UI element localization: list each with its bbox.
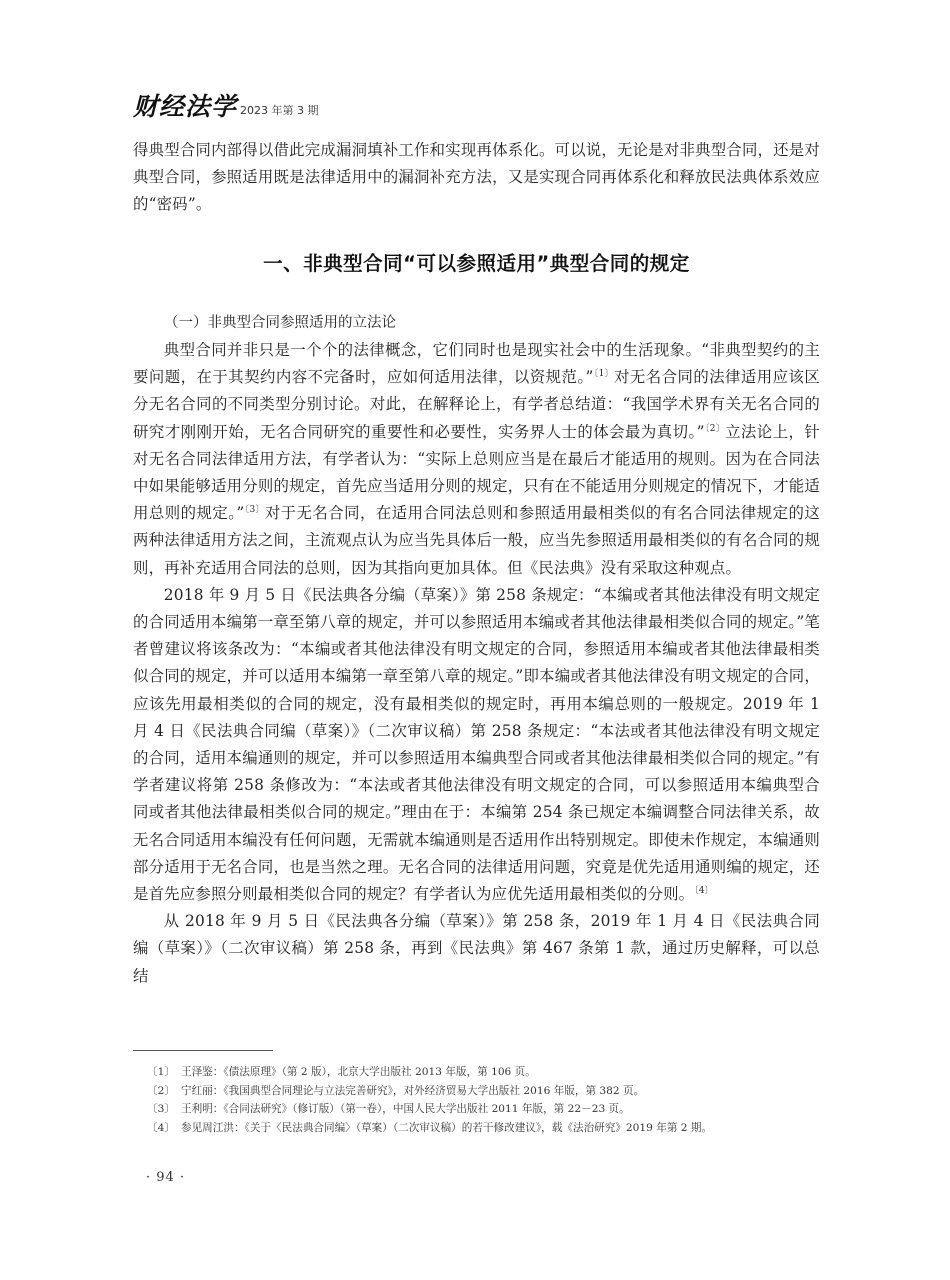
paragraph-2: [133, 582, 820, 908]
footnote-text: 参见周江洪：《关于〈民法典合同编〉（草案）（二次审议稿）的若干修改建议》，载《法治研究》2019 年第 2 期。: [181, 1121, 713, 1134]
footnote-number: 〔2〕: [147, 1084, 175, 1097]
issue-label: 2023 年第 3 期: [240, 104, 319, 117]
footnote-ref-1[interactable]: 〔1〕: [593, 369, 614, 380]
footnote-text: 宁红丽：《我国典型合同理论与立法完善研究》，对外经济贸易大学出版社 2016 年版，第 382 页。: [181, 1084, 645, 1097]
footnote-text: 王泽鉴：《债法原理》（第 2 版），北京大学出版社 2013 年版，第 106 页。: [181, 1066, 536, 1078]
footnote-2: [147, 1082, 827, 1101]
running-head: [133, 88, 319, 122]
footnote-number: 〔4〕: [147, 1121, 175, 1134]
journal-logo: 财经法学: [133, 92, 238, 121]
footnote-1: [147, 1063, 827, 1082]
subsection-title: （一）非典型合同参照适用的立法论: [164, 315, 396, 331]
intro-block: [133, 137, 820, 219]
paragraph-1-part-a: 典型合同并非只是一个个的法律概念，它们同时也是现实社会中的生活现象。“非典型契约的主要问题，在于其契约内容不完备时，应如何适用法律，以资规范。”: [133, 341, 820, 387]
page-number: · 94 ·: [146, 1170, 186, 1185]
footnote-4: [147, 1119, 827, 1138]
footnote-number: 〔1〕: [147, 1066, 175, 1078]
paragraph-1-part-b: 对无名合同的法律适用应该区分无名合同的不同类型分别讨论。对此，在解释论上，有学者总结道：“我国学术界有关无名合同的研究才刚刚开始，无名合同研究的重要性和必要性，实务界人士的体会最为真切。”: [133, 368, 821, 441]
paragraph-3: 从 2018 年 9 月 5 日《民法典各分编（草案）》第 258 条，2019 年 1 月 4 日《民法典合同编（草案）》（二次审议稿）第 258 条，再到《民法典》第 467 条第 1 款，通过历史解释，可以总结: [133, 912, 820, 985]
paragraph-1: [133, 337, 820, 582]
footnote-ref-2[interactable]: 〔2〕: [704, 423, 726, 434]
footnote-ref-3[interactable]: 〔3〕: [244, 505, 265, 516]
paragraph-2-text: 2018 年 9 月 5 日《民法典各分编（草案）》第 258 条规定：“本编或者其他法律没有明文规定的合同适用本编第一章至第八章的规定，并可以参照适用本编或者其他法律最相类似合同的规定。”笔者曾建议将该条改为：“本编或者其他法律没有明文规定的合同，参照适用本编或者其他法律最相类似合同的规定，并可以适用本编第一章至第八章的规定。”即本编或者其他法律没有明文规定的合同，应该先用最相类似的合同的规定，没有最相类似的规定时，再用本编总则的一般规定。2019 年 1 月 4 日《民法典合同编（草案）》（二次审议稿）第 258 条规定：“本法或者其他法律没有明文规定的合同，适用本编通则的规定，并可以参照适用本编典型合同或者其他法律最相类似合同的规定。”有学者建议将第 258 条修改为：“本法或者其他法律没有明文规定的合同，可以参照适用本编典型合同或者其他法律最相类似合同的规定。”理由在于：本编第 254 条已规定本编调整合同法律关系，故无名合同适用本编没有任何问题，无需就本编通则是否适用作出特别规定。即使未作规定，本编通则部分适用于无名合同，也是当然之理。无名合同的法律适用问题，究竟是优先适用通则编的规定，还是首先应参照分则最相类似合同的规定？有学者认为应优先适用最相类似的分则。: [133, 585, 820, 904]
footnote-text: 王利明：《合同法研究》（修订版）（第一卷），中国人民大学出版社 2011 年版，第 22－23 页。: [181, 1103, 630, 1115]
footnotes: [147, 1063, 827, 1137]
section-title: 一、非典型合同“可以参照适用”典型合同的规定: [263, 252, 690, 275]
paragraph-1-part-d: 对于无名合同，在适用合同法总则和参照适用最相类似的有名合同法律规定的这两种法律适用方法之间，主流观点认为应当先具体后一般，应当先参照适用最相类似的有名合同的规则，再补充适用合同法的总则，因为其指向更加具体。但《民法典》没有采取这种观点。: [133, 504, 820, 577]
main-body: [133, 337, 820, 990]
footnote-3: [147, 1100, 827, 1119]
paragraph-1-part-c: 立法论上，针对无名合同法律适用方法，有学者认为：“实际上总则应当是在最后才能适用的规则。因为在合同法中如果能够适用分则的规定，首先应当适用分则的规定，只有在不能适用分则规定的情况下，才能适用总则的规定。”: [133, 422, 821, 523]
footnote-number: 〔3〕: [147, 1103, 175, 1115]
intro-paragraph: 得典型合同内部得以借此完成漏洞填补工作和实现再体系化。可以说，无论是对非典型合同，还是对典型合同，参照适用既是法律适用中的漏洞补充方法，又是实现合同再体系化和释放民法典体系效应的“密码”。: [133, 141, 820, 214]
footnote-divider: [133, 1050, 273, 1051]
footnote-ref-4[interactable]: 〔4〕: [694, 885, 714, 896]
